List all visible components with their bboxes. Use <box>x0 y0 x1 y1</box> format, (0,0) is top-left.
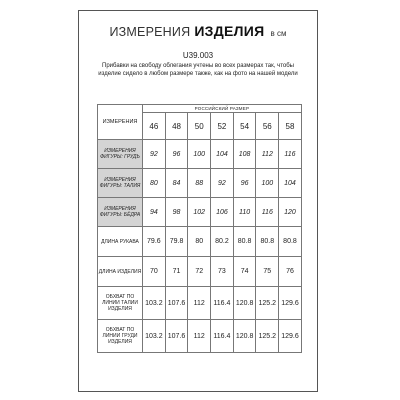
table-cell: 96 <box>165 140 188 169</box>
size-header-cell: 58 <box>279 113 302 140</box>
size-chart-sheet <box>78 10 318 392</box>
row-label: ДЛИНА ИЗДЕЛИЯ <box>98 257 143 287</box>
table-cell: 70 <box>143 257 166 287</box>
table-cell: 80.8 <box>256 227 279 257</box>
table-cell: 116 <box>279 140 302 169</box>
size-header-cell: 52 <box>211 113 234 140</box>
row-label: ОБХВАТ ПО ЛИНИИ ГРУДИ ИЗДЕЛИЯ <box>98 320 143 353</box>
row-label: ИЗМЕРЕНИЯ ФИГУРЫ: ГРУДЬ <box>98 140 143 169</box>
table-cell: 106 <box>211 198 234 227</box>
size-header-cell: 54 <box>233 113 256 140</box>
chart-header <box>79 23 317 41</box>
table-row <box>98 198 302 227</box>
table-cell: 116 <box>256 198 279 227</box>
table-cell: 79.8 <box>165 227 188 257</box>
size-header-cell: 56 <box>256 113 279 140</box>
table-cell: 104 <box>211 140 234 169</box>
table-cell: 76 <box>279 257 302 287</box>
table-row <box>98 320 302 353</box>
size-group-label: РОССИЙСКИЙ РАЗМЕР <box>143 105 302 113</box>
table-cell: 79.6 <box>143 227 166 257</box>
table-corner-label: ИЗМЕРЕНИЯ <box>98 105 143 140</box>
table-cell: 112 <box>256 140 279 169</box>
product-code: U39.003 <box>182 51 214 60</box>
header-measurements-word: ИЗМЕРЕНИЯ <box>109 25 191 39</box>
table-cell: 102 <box>188 198 211 227</box>
size-header-cell: 48 <box>165 113 188 140</box>
table-cell: 120 <box>279 198 302 227</box>
table-cell: 98 <box>165 198 188 227</box>
table-cell: 125.2 <box>256 287 279 320</box>
table-cell: 129.6 <box>279 320 302 353</box>
table-cell: 72 <box>188 257 211 287</box>
row-label: ИЗМЕРЕНИЯ ФИГУРЫ: БЁДРА <box>98 198 143 227</box>
size-header-cell: 46 <box>143 113 166 140</box>
table-cell: 116.4 <box>211 287 234 320</box>
table-cell: 103.2 <box>143 320 166 353</box>
table-cell: 92 <box>211 169 234 198</box>
table-cell: 80 <box>143 169 166 198</box>
table-cell: 107.6 <box>165 320 188 353</box>
table-cell: 129.6 <box>279 287 302 320</box>
size-table <box>97 104 302 353</box>
table-cell: 120.8 <box>233 320 256 353</box>
size-header-cell: 50 <box>188 113 211 140</box>
size-table-body <box>98 140 302 353</box>
table-cell: 84 <box>165 169 188 198</box>
table-cell: 100 <box>188 140 211 169</box>
table-cell: 112 <box>188 320 211 353</box>
header-unit: в см <box>270 29 287 38</box>
table-row <box>98 227 302 257</box>
fit-note: Прибавки на свободу облегания учтены во всех размерах так, чтобы изделие сидело в любом размере также, как на фото на нашей модели <box>98 63 298 77</box>
table-row <box>98 257 302 287</box>
table-cell: 80.2 <box>211 227 234 257</box>
table-cell: 75 <box>256 257 279 287</box>
table-cell: 104 <box>279 169 302 198</box>
table-cell: 108 <box>233 140 256 169</box>
table-cell: 96 <box>233 169 256 198</box>
table-row <box>98 140 302 169</box>
header-product-word: ИЗДЕЛИЯ <box>194 23 265 39</box>
table-cell: 88 <box>188 169 211 198</box>
table-cell: 112 <box>188 287 211 320</box>
table-row <box>98 169 302 198</box>
table-cell: 80 <box>188 227 211 257</box>
table-row <box>98 287 302 320</box>
table-cell: 103.2 <box>143 287 166 320</box>
table-cell: 100 <box>256 169 279 198</box>
row-label: ОБХВАТ ПО ЛИНИИ ТАЛИИ ИЗДЕЛИЯ <box>98 287 143 320</box>
table-cell: 120.8 <box>233 287 256 320</box>
table-cell: 107.6 <box>165 287 188 320</box>
table-cell: 94 <box>143 198 166 227</box>
table-cell: 74 <box>233 257 256 287</box>
table-cell: 116.4 <box>211 320 234 353</box>
table-cell: 125.2 <box>256 320 279 353</box>
table-cell: 80.8 <box>279 227 302 257</box>
table-cell: 71 <box>165 257 188 287</box>
row-label: ИЗМЕРЕНИЯ ФИГУРЫ: ТАЛИЯ <box>98 169 143 198</box>
table-cell: 73 <box>211 257 234 287</box>
table-cell: 92 <box>143 140 166 169</box>
row-label: ДЛИНА РУКАВА <box>98 227 143 257</box>
table-cell: 80.8 <box>233 227 256 257</box>
table-cell: 110 <box>233 198 256 227</box>
